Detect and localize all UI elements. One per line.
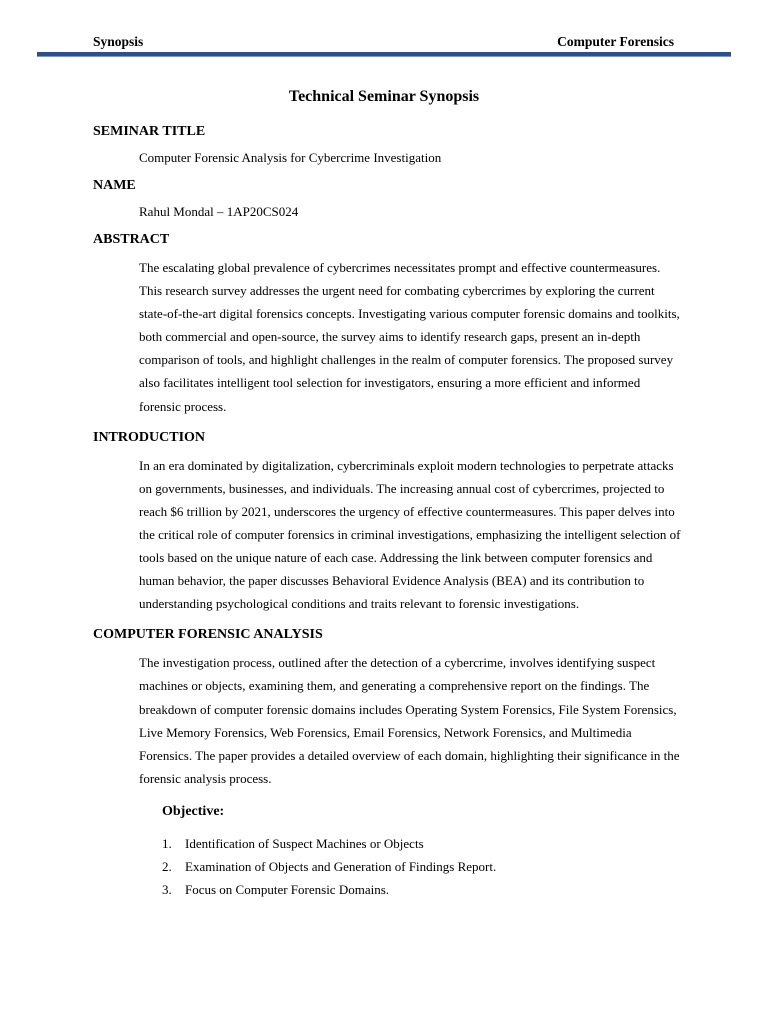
section-introduction bbox=[93, 428, 683, 616]
section-heading: SEMINAR TITLE bbox=[93, 124, 206, 139]
abstract-paragraph: The escalating global prevalence of cybercrimes necessitates prompt and effective countermeasures. This research survey addresses the urgent need for combating cybercrimes by exploring the current state-of-the-art digital forensics concepts. Investigating various computer forensic domains and toolkits, both commercial and open-source, the survey aims to identify research gaps, present an in-depth comparison of tools, and highlight challenges in the realm of computer forensics. The proposed survey also facilitates intelligent tool selection for investigators, ensuring a more efficient and informed forensic process. bbox=[139, 260, 680, 414]
section-heading: INTRODUCTION bbox=[93, 429, 206, 445]
list-number: 2. bbox=[162, 858, 172, 874]
document-title: Technical Seminar Synopsis bbox=[288, 88, 480, 105]
document-content bbox=[93, 122, 683, 901]
header-left-label: Synopsis bbox=[93, 34, 144, 49]
section-computer-forensic-analysis bbox=[93, 625, 683, 790]
section-seminar-title bbox=[93, 122, 683, 168]
running-header bbox=[93, 34, 674, 52]
seminar-title-text: Computer Forensic Analysis for Cybercrime Investigation bbox=[139, 150, 442, 165]
objective-heading: Objective: bbox=[162, 803, 225, 819]
section-abstract bbox=[93, 230, 683, 418]
list-item bbox=[162, 855, 683, 878]
author-name-text: Rahul Mondal – 1AP20CS024 bbox=[139, 204, 299, 219]
list-item bbox=[162, 832, 683, 855]
list-item-text: Focus on Computer Forensic Domains. bbox=[185, 882, 390, 898]
header-rule bbox=[37, 52, 731, 57]
section-heading: COMPUTER FORENSIC ANALYSIS bbox=[93, 627, 323, 643]
list-item-text: Identification of Suspect Machines or Objects bbox=[185, 835, 424, 851]
section-heading: ABSTRACT bbox=[93, 232, 170, 247]
analysis-paragraph: The investigation process, outlined after the detection of a cybercrime, involves identifying suspect machines or objects, examining them, and generating a comprehensive report on the findings. The breakdown of computer forensic domains includes Operating System Forensics, File System Forensics, Live Memory Forensics, Web Forensics, Email Forensics, Network Forensics, and Multimedia Forensics. The paper provides a detailed overview of each domain, highlighting their significance in the forensic analysis process. bbox=[139, 655, 680, 786]
list-item bbox=[162, 878, 683, 901]
section-heading: NAME bbox=[93, 178, 136, 193]
introduction-paragraph: In an era dominated by digitalization, cybercriminals exploit modern technologies to perpetrate attacks on governments, businesses, and individuals. The increasing annual cost of cybercrimes, projected to reach $6 trillion by 2021, underscores the urgency of effective countermeasures. This paper delves into the critical role of computer forensics in criminal investigations, emphasizing the intelligent selection of tools based on the unique nature of each case. Addressing the link between computer forensics and human behavior, the paper discusses Behavioral Evidence Analysis (BEA) and its contribution to understanding psychological conditions and traits relevant to forensic investigations. bbox=[139, 457, 681, 612]
section-name bbox=[93, 176, 683, 222]
objective-list bbox=[162, 832, 683, 901]
header-right-label: Computer Forensics bbox=[557, 34, 674, 49]
list-number: 1. bbox=[162, 835, 172, 851]
list-number: 3. bbox=[162, 882, 172, 898]
list-item-text: Examination of Objects and Generation of Findings Report. bbox=[185, 858, 497, 874]
